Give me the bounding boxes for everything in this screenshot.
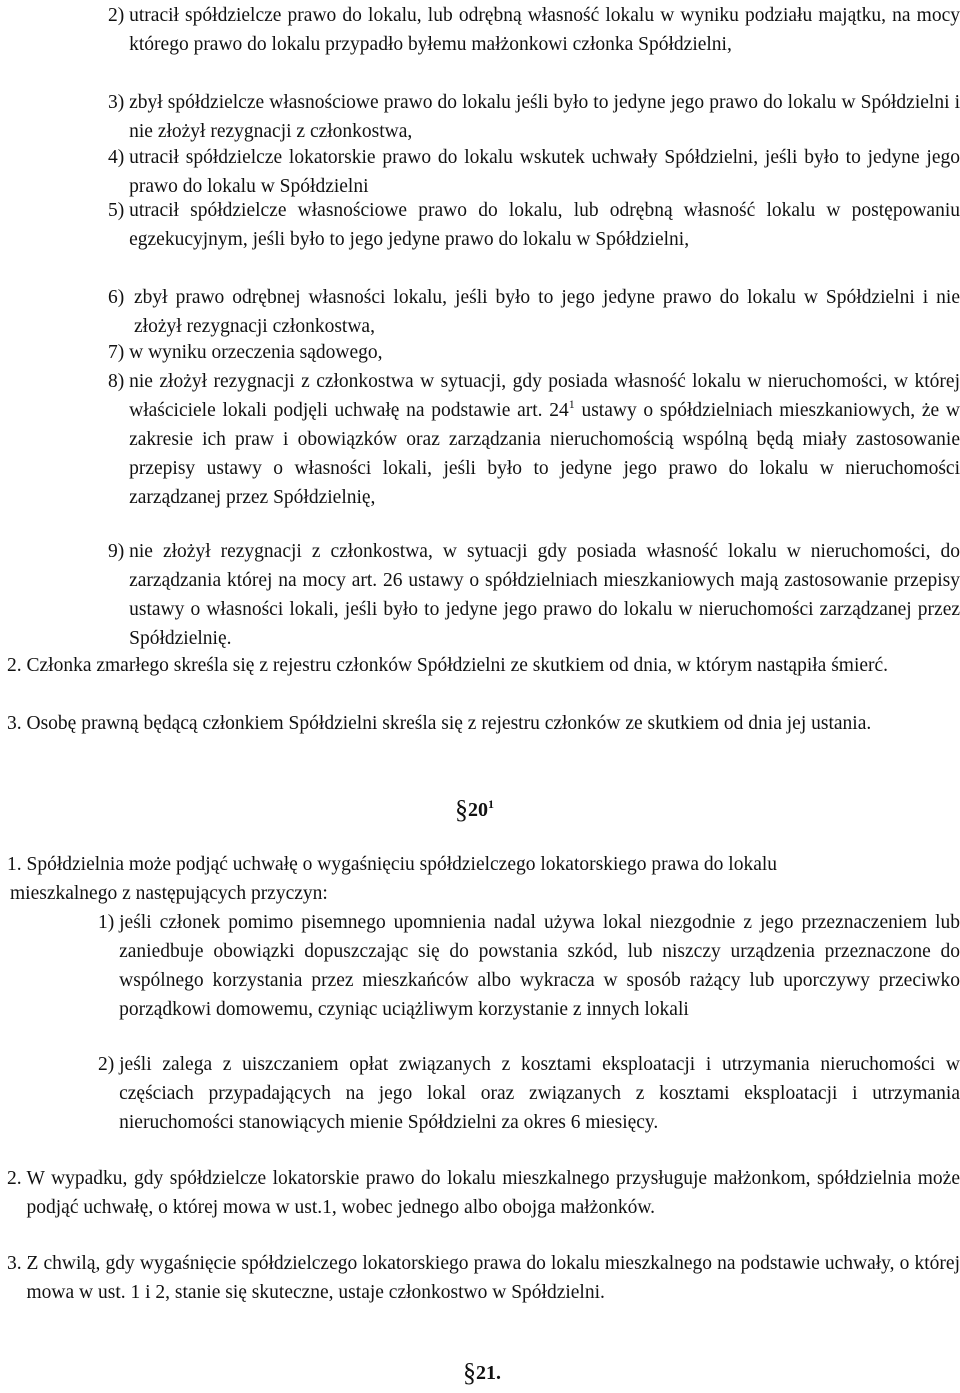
section-number: 20 bbox=[468, 799, 488, 821]
section-sign: § bbox=[455, 795, 468, 824]
list-number: 1) bbox=[98, 912, 120, 933]
section-number: 21. bbox=[476, 1362, 501, 1384]
section-heading-21 bbox=[463, 1358, 960, 1388]
list-item-3 bbox=[108, 88, 960, 146]
section-item-1 bbox=[98, 908, 960, 1024]
list-text: nie złożył rezygnacji z członkostwa, w sytuacji gdy posiada własność lokalu w nieruchomości, do zarządzania której na mocy art. 26 ustawy o spółdzielniach mieszkaniowych mają zastosowanie przepisy ustawy o własności lokali, jeśli było to jedyne jego prawo do lokalu w nieruchomości zarządzanej przez Spółdzielnię. bbox=[129, 541, 960, 649]
list-item-9 bbox=[108, 537, 960, 653]
list-number: 2) bbox=[98, 1054, 120, 1075]
list-text: utracił spółdzielcze prawo do lokalu, lub odrębną własność lokalu w wyniku podziału majątku, na mocy którego prawo do lokalu przypadło byłemu małżonkowi członka Spółdzielni, bbox=[129, 5, 960, 55]
list-text: utracił spółdzielcze lokatorskie prawo do lokalu wskutek uchwały Spółdzielni, jeśli było to jedyne jego prawo do lokalu w Spółdzielni bbox=[129, 147, 960, 197]
section-intro-line-2: mieszkalnego z następujących przyczyn: bbox=[10, 883, 328, 904]
list-item-6 bbox=[108, 283, 960, 341]
section-heading-20-1 bbox=[455, 790, 960, 825]
list-number: 8) bbox=[108, 371, 130, 392]
paragraph-3: 3. Osobę prawną będącą członkiem Spółdzielni skreśla się z rejestru członków ze skutkiem od dnia jej ustania. bbox=[7, 713, 872, 734]
list-number: 9) bbox=[108, 541, 130, 562]
list-number: 2) bbox=[108, 5, 130, 26]
list-number: 5) bbox=[108, 200, 130, 221]
list-text: jeśli zalega z uiszczaniem opłat związanych z kosztami eksploatacji i utrzymania nieruchomości w częściach przypadających na jego lokal oraz związanych z kosztami eksploatacji i utrzymania nieruchomości stanowiących mienie Spółdzielni za okres 6 miesięcy. bbox=[119, 1054, 960, 1133]
list-text: jeśli członek pomimo pisemnego upomnienia nadal używa lokal niezgodnie z jego przeznaczeniem lub zaniedbuje obowiązki dopuszczając się do powstania szkód, lub niszczy urządzenia przeznaczone do wspólnego korzystania przez mieszkańców albo wykracza w sposób rażący lub uporczywy przeciwko porządkowi domowemu, czyniąc uciążliwym korzystanie z innych lokali bbox=[119, 912, 960, 1020]
section-sign: § bbox=[463, 1358, 476, 1387]
list-number: 7) bbox=[108, 342, 130, 363]
section-paragraph-2 bbox=[7, 1164, 960, 1222]
superscript: 1 bbox=[488, 797, 494, 811]
list-number: 3) bbox=[108, 92, 130, 113]
list-text: W wypadku, gdy spółdzielcze lokatorskie prawo do lokalu mieszkalnego przysługuje małżonkom, spółdzielnia może podjąć uchwałę, o której mowa w ust.1, wobec jednego albo obojga małżonków. bbox=[26, 1168, 960, 1218]
list-text: zbył prawo odrębnej własności lokalu, jeśli było to jego jedyne prawo do lokalu w Spółdzielni i nie złożył rezygnacji członkostwa, bbox=[134, 287, 960, 337]
section-item-2 bbox=[98, 1050, 960, 1137]
list-item-2 bbox=[108, 1, 960, 59]
list-text: zbył spółdzielcze własnościowe prawo do lokalu jeśli było to jedyne jego prawo do lokalu w Spółdzielni i nie złożył rezygnacji z członkostwa, bbox=[129, 92, 960, 142]
section-intro-line-1: 1. Spółdzielnia może podjąć uchwałę o wygaśnięciu spółdzielczego lokatorskiego prawa do lokalu bbox=[7, 854, 778, 875]
list-number: 6) bbox=[108, 287, 134, 308]
list-item-4 bbox=[108, 143, 960, 201]
list-item-7 bbox=[108, 338, 960, 367]
list-number: 2. bbox=[7, 1168, 27, 1189]
list-item-5 bbox=[108, 196, 960, 254]
paragraph-2: 2. Członka zmarłego skreśla się z rejestru członków Spółdzielni ze skutkiem od dnia, w którym nastąpiła śmierć. bbox=[7, 655, 889, 676]
list-text-part: ustawy o spółdzielniach mieszkaniowych, że w zakresie ich praw i obowiązków oraz zarządzania nieruchomością wspólną będą miały zastosowanie przepisy ustawy o własności lokali, jeśli było to jedyne jego prawo do lokalu w nieruchomości zarządzanej przez Spółdzielnię, bbox=[129, 400, 960, 508]
list-text bbox=[129, 367, 960, 512]
list-text: Z chwilą, gdy wygaśnięcie spółdzielczego lokatorskiego prawa do lokalu mieszkalnego na podstawie uchwały, o której mowa w ust. 1 i 2, stanie się skuteczne, ustaje członkostwo w Spółdzielni. bbox=[26, 1253, 960, 1303]
section-paragraph-3 bbox=[7, 1249, 960, 1307]
list-text-part: nie złożył rezygnacji z członkostwa w sytuacji, gdy posiada własność lokalu w nieruchomości, w której właściciele lokali podjęli uchwałę na podstawie art. 24 bbox=[129, 371, 960, 421]
list-item-8 bbox=[108, 367, 960, 512]
list-text: utracił spółdzielcze własnościowe prawo do lokalu, lub odrębną własność lokalu w postępowaniu egzekucyjnym, jeśli było to jego jedyne prawo do lokalu w Spółdzielni, bbox=[129, 200, 960, 250]
list-number: 3. bbox=[7, 1253, 27, 1274]
list-text: w wyniku orzeczenia sądowego, bbox=[129, 342, 383, 363]
list-number: 4) bbox=[108, 147, 130, 168]
superscript: 1 bbox=[568, 397, 575, 411]
